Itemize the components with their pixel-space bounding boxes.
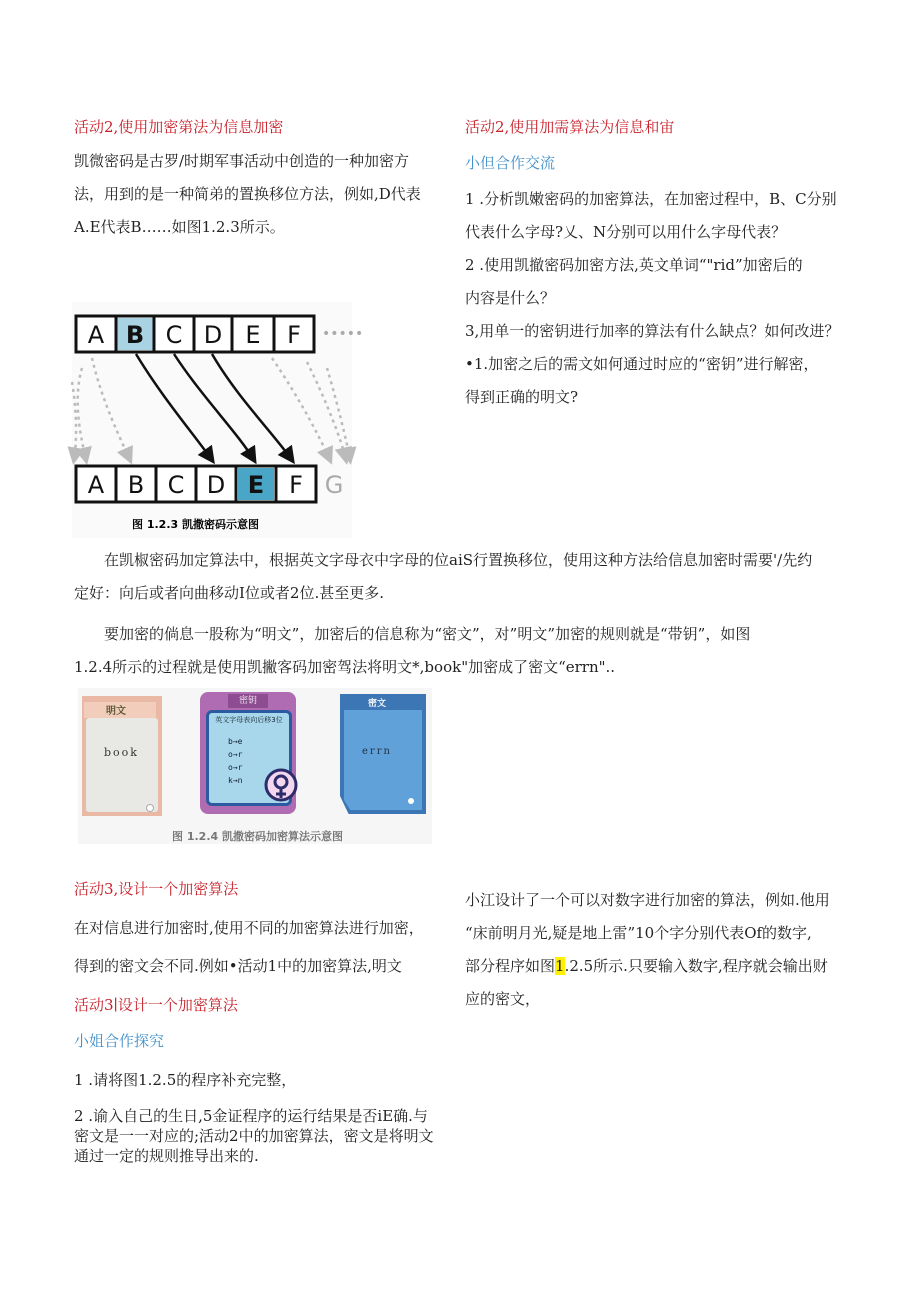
- continuation-dots: •••••: [322, 326, 364, 342]
- text-line: 2 .谕入自己的生日,5金证程序的运行结果是否iE确.与: [74, 1107, 428, 1125]
- key-mapping: o→r: [228, 750, 243, 759]
- question-line: 3,用单一的密钥进行加率的算法有什么缺点？如何改进？: [465, 322, 840, 340]
- key-mapping-list: [228, 735, 242, 787]
- highlighted-text: 1: [555, 957, 565, 975]
- text-line: 在对信息进行加密时,使用不同的加密算法进行加密，: [74, 919, 424, 937]
- text-line: 密文是一一对应的;活动2中的加密算法，密文是将明文: [74, 1127, 434, 1145]
- text-line: 得到的密文会不同.例如•活动1中的加密算法,明文: [74, 957, 402, 975]
- ciphertext-card-title: 密文: [368, 699, 387, 709]
- group-discussion-subheading: 小但合作交流: [465, 154, 556, 172]
- question-line: 代表什么字母?乂、N分别可以用什么字母代表？: [465, 223, 787, 241]
- activity3-heading-repeat: 活动3∣设计一个加密算法: [74, 996, 238, 1014]
- plaintext-ciphertext-paragraph: [74, 618, 854, 684]
- inquiry-task-2: [74, 1106, 454, 1166]
- text-line: 小江设计了一个可以对数字进行加密的算法，例如.他用: [465, 891, 830, 909]
- text-line: 凯微密码是古罗/时期军事活动中创造的一种加密方: [74, 152, 410, 170]
- bottom-letter: C: [167, 471, 185, 499]
- text-line: 通过一定的规则推导出来的.: [74, 1147, 259, 1165]
- text-line: 应的密文，: [465, 990, 541, 1008]
- text-line: “床前明月光,疑是地上雷”10个字分别代表Of的数字,: [465, 924, 812, 942]
- plaintext-word: book: [104, 746, 139, 759]
- number-encryption-paragraph: [465, 884, 865, 1016]
- text-fragment: .2.5所示.只要输入数字,程序就会输出财: [564, 957, 828, 975]
- text-line: 法，用到的是一种简弟的置换移位方法，例如,D代表: [74, 185, 421, 203]
- activity3-heading: 活动3,设计一个加密算法: [74, 880, 239, 898]
- caesar-intro-paragraph: [74, 145, 454, 244]
- bottom-letter: B: [127, 471, 145, 499]
- question-line: •1.加密之后的需文如何通过时应的“密钥”进行解密，: [465, 355, 819, 373]
- question-line: 1 .分析凯嫩密码的加密算法，在加密过程中，B、C分别: [465, 190, 837, 208]
- top-letter: E: [245, 321, 261, 349]
- plaintext-card: [86, 718, 158, 812]
- top-letter: C: [165, 321, 183, 349]
- key-mapping: o→r: [228, 763, 243, 772]
- text-line: A.E代表B……如图1.2.3所示。: [74, 218, 285, 236]
- discussion-questions: [465, 183, 865, 414]
- inquiry-task-1: 1 .请将图1.2.5的程序补充完整，: [74, 1071, 297, 1089]
- bottom-letter: A: [87, 471, 105, 499]
- key-mapping: k→n: [228, 776, 243, 785]
- ciphertext-card: [344, 710, 422, 810]
- top-letter: A: [87, 321, 105, 349]
- key-mapping: b→e: [228, 737, 243, 746]
- text-line: 在凯椒密码加定算法中，根据英文字母衣中字母的位aiS行置换移位，使用这种方法给信息加密时需要'∕先约: [104, 551, 813, 569]
- question-line: 内容是什么？: [465, 289, 556, 307]
- text-line: 要加密的倘息一股称为“明文”，加密后的信息称为“密文”，对”明文”加密的规则就是“带钥”，如图: [104, 625, 751, 643]
- encryption-process-figure: [78, 688, 432, 844]
- card-dot-icon: [146, 804, 154, 812]
- algorithm-intro-paragraph: [74, 909, 454, 985]
- text-line: 定好：向后或者向曲移动I位或者2位.甚至更多.: [74, 584, 385, 602]
- top-letter: B: [125, 321, 145, 349]
- text-line: [465, 950, 865, 983]
- activity2-heading-left: 活动2,使用加密第法为信息加密: [74, 118, 284, 136]
- bottom-letter: E: [247, 471, 265, 499]
- activity2-heading-right: 活动2,使用加需算法为信息和宙: [465, 118, 675, 136]
- shift-rule-paragraph: [74, 544, 854, 610]
- text-fragment: 部分程序如图: [465, 957, 556, 975]
- caesar-shift-diagram: [72, 302, 364, 538]
- figure-caption: 图 1.2.4 凯撒密码加密算法示意图: [172, 830, 343, 843]
- top-letter: D: [203, 321, 223, 349]
- caesar-cipher-figure: [72, 302, 364, 538]
- top-letter: F: [287, 321, 301, 349]
- card-dot-icon: [408, 798, 414, 804]
- key-icon: [264, 768, 298, 808]
- ciphertext-word: errn: [362, 746, 392, 757]
- plaintext-card-title: 明文: [84, 702, 156, 718]
- question-line: 得到正确的明文?: [465, 388, 579, 406]
- text-line: 1.2.4所示的过程就是使用凯撇客码加密驾法将明文*,book"加密成了密文“errn"..: [74, 658, 616, 676]
- key-card-title: 密钥: [228, 694, 268, 708]
- key-rule: 英文字母表向后移3位: [215, 716, 283, 724]
- figure-caption: 图 1.2.3 凯撒密码示意图: [132, 518, 259, 531]
- bottom-letter: F: [289, 471, 303, 499]
- group-inquiry-subheading: 小姐合作探究: [74, 1032, 165, 1050]
- question-line: 2 .使用凯撤密码加密方法,英文单词“"rid”加密后的: [465, 256, 803, 274]
- bottom-letter: D: [206, 471, 226, 499]
- bottom-letter: G: [324, 471, 344, 499]
